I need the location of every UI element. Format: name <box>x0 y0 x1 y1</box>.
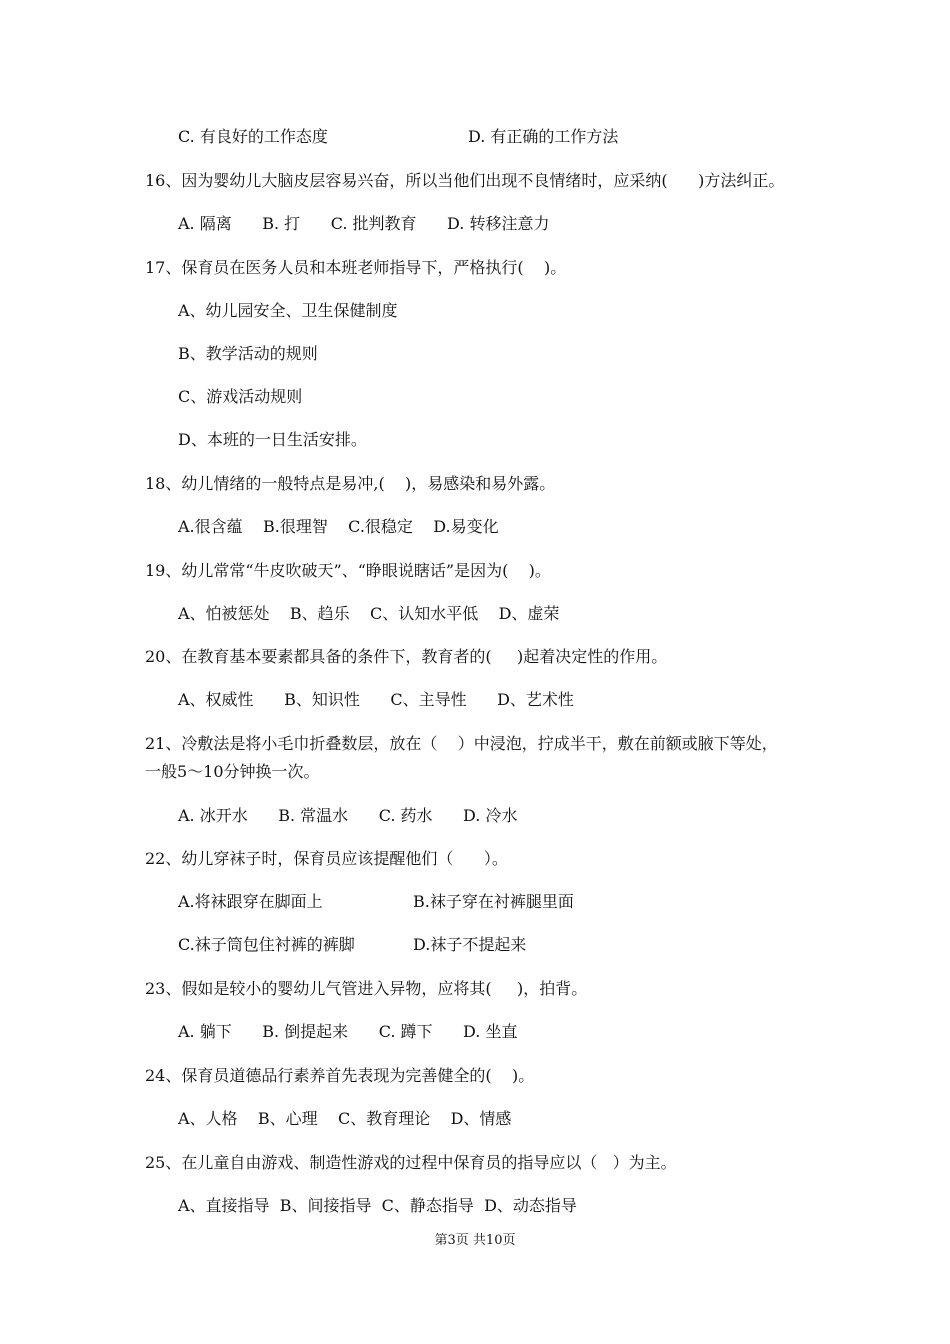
question-24: 24、保育员道德品行素养首先表现为完善健全的( )。 <box>145 1066 535 1085</box>
question-16-options: A. 隔离 B. 打 C. 批判教育 D. 转移注意力 <box>178 214 550 233</box>
question-23: 23、假如是较小的婴幼儿气管进入异物，应将其( )，拍背。 <box>145 979 588 998</box>
question-20-options: A、权威性 B、知识性 C、主导性 D、艺术性 <box>178 690 574 709</box>
question-17-option-c: C、游戏活动规则 <box>178 387 303 406</box>
question-16: 16、因为婴幼儿大脑皮层容易兴奋，所以当他们出现不良情绪时，应采纳( )方法纠正。 <box>145 171 785 190</box>
question-22-option-c: C.袜子筒包住衬裤的裤脚 <box>178 935 355 954</box>
question-21-continuation: 一般5～10分钟换一次。 <box>145 762 320 781</box>
question-20: 20、在教育基本要素都具备的条件下，教育者的( )起着决定性的作用。 <box>145 647 668 666</box>
question-17-option-b: B、教学活动的规则 <box>178 344 318 363</box>
q15-option-c: C. 有良好的工作态度 <box>178 127 328 146</box>
question-19-options: A、怕被惩处 B、趋乐 C、认知水平低 D、虚荣 <box>178 604 560 623</box>
question-17-option-a: A、幼儿园安全、卫生保健制度 <box>178 301 398 320</box>
question-21-options: A. 冰开水 B. 常温水 C. 药水 D. 冷水 <box>178 806 518 825</box>
question-24-options: A、人格 B、心理 C、教育理论 D、情感 <box>178 1109 512 1128</box>
question-23-options: A. 躺下 B. 倒提起来 C. 蹲下 D. 坐直 <box>178 1022 518 1041</box>
question-22-option-b: B.袜子穿在衬裤腿里面 <box>413 892 574 911</box>
question-19: 19、幼儿常常“牛皮吹破天”、“睁眼说瞎话”是因为( )。 <box>145 561 551 580</box>
question-18: 18、幼儿情绪的一般特点是易冲,( )，易感染和易外露。 <box>145 474 556 493</box>
question-18-options: A.很含蕴 B.很理智 C.很稳定 D.易变化 <box>178 517 499 536</box>
q15-option-d: D. 有正确的工作方法 <box>468 127 619 146</box>
question-17: 17、保育员在医务人员和本班老师指导下，严格执行( )。 <box>145 258 567 277</box>
page-footer: 第3页 共10页 <box>434 1233 516 1248</box>
question-21: 21、冷敷法是将小毛巾折叠数层，放在（ ）中浸泡，拧成半干，敷在前额或腋下等处， <box>145 734 778 753</box>
question-25-options: A、直接指导 B、间接指导 C、静态指导 D、动态指导 <box>178 1196 577 1215</box>
question-17-option-d: D、本班的一日生活安排。 <box>178 430 367 449</box>
question-22-option-d: D.袜子不提起来 <box>413 935 527 954</box>
question-22-option-a: A.将袜跟穿在脚面上 <box>178 892 323 911</box>
question-22: 22、幼儿穿袜子时，保育员应该提醒他们（ ）。 <box>145 849 508 868</box>
question-25: 25、在儿童自由游戏、制造性游戏的过程中保育员的指导应以（ ）为主。 <box>145 1153 677 1172</box>
